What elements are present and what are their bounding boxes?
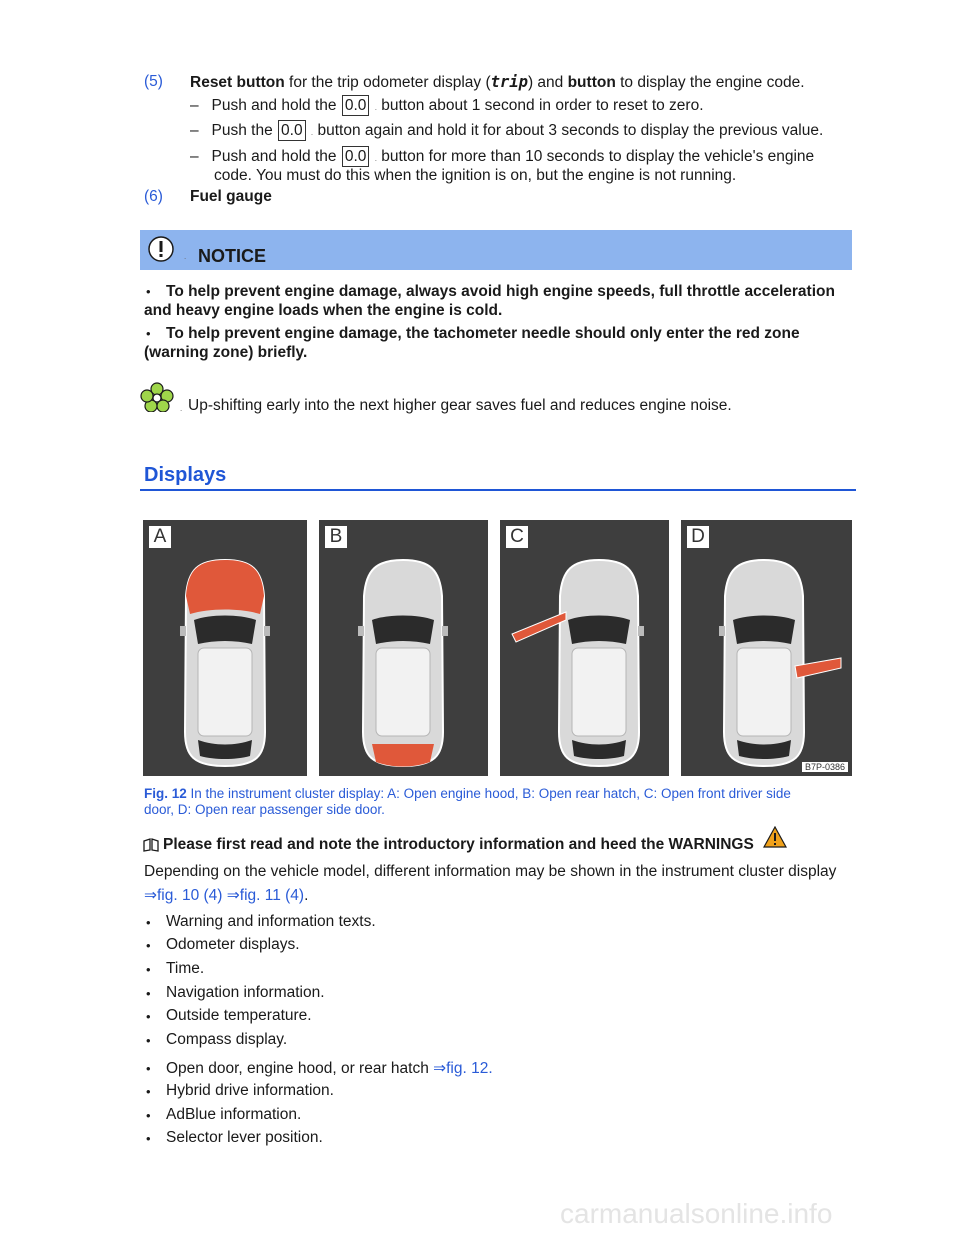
panel-b — [319, 520, 488, 776]
list-item: Odometer displays. — [166, 936, 300, 953]
bullet-icon: • — [146, 326, 151, 341]
panel-a — [143, 520, 307, 776]
exclamation-circle-icon — [146, 234, 176, 264]
item-6-title: Fuel gauge — [190, 188, 272, 205]
notice-bullet-2: To help prevent engine damage, the tachometer needle should only enter the red zone (warning zone) briefly. — [144, 325, 800, 361]
panel-label: A — [149, 526, 171, 548]
list-item: Open door, engine hood, or rear hatch ⇒fig. 12. — [166, 1060, 493, 1077]
panel-label: C — [506, 526, 528, 548]
reset-key: 0.0 — [278, 120, 306, 141]
list-item: Warning and information texts. — [166, 913, 376, 930]
list-item: Compass display. — [166, 1031, 288, 1048]
fig-12-link[interactable]: ⇒fig. 12. — [433, 1060, 493, 1077]
panel-d — [681, 520, 852, 776]
reset-key: 0.0 — [342, 146, 370, 167]
list-item: Time. — [166, 960, 205, 977]
body-line-2: ⇒fig. 10 (4) ⇒fig. 11 (4). — [144, 887, 309, 904]
body-line-1: Depending on the vehicle model, different information may be shown in the instrument cluster display — [144, 863, 837, 880]
bullet-icon: • — [146, 1108, 151, 1123]
book-icon — [143, 838, 159, 852]
bullet-icon: • — [146, 1033, 151, 1048]
car-top-view-icon — [554, 556, 644, 770]
panel-divider — [488, 520, 500, 776]
figure-code: B7P-0386 — [802, 762, 848, 772]
car-top-view-icon — [180, 556, 270, 770]
notice-title: NOTICE — [198, 246, 267, 266]
section-title: Displays — [144, 464, 227, 486]
intro-text: Please first read and note the introductory information and heed the WARNINGS — [163, 836, 754, 853]
bullet-icon: • — [146, 1131, 151, 1146]
fig-11-link[interactable]: ⇒fig. 11 (4) — [226, 887, 305, 904]
car-top-view-icon — [358, 556, 448, 770]
bullet-icon: • — [146, 986, 151, 1001]
bullet-icon: • — [146, 284, 151, 299]
item-5-text: Reset button for the trip odometer display (trip) and button to display the engine code. — [190, 73, 805, 91]
bullet-icon: • — [146, 915, 151, 930]
panel-divider — [307, 520, 319, 776]
notice-header: . NOTICE — [140, 230, 852, 270]
figure-caption: Fig. 12 In the instrument cluster display: A: Open engine hood, B: Open rear hatch, C: Open front driver side door, D: Open rear passenger side door. — [144, 786, 791, 817]
list-item: Outside temperature. — [166, 1007, 312, 1024]
reset-key: 0.0 — [342, 95, 370, 116]
panel-divider — [669, 520, 681, 776]
panel-c — [500, 520, 669, 776]
list-item: Navigation information. — [166, 984, 325, 1001]
flower-environment-icon — [140, 382, 174, 412]
item-6-number: (6) — [144, 188, 163, 205]
step-3: – Push and hold the 0.0 . button for more than 10 seconds to display the vehicle's engine — [190, 148, 815, 165]
open-door-icon — [508, 604, 568, 644]
fig-10-link[interactable]: ⇒fig. 10 (4) — [144, 887, 223, 904]
list-item: Selector lever position. — [166, 1129, 323, 1146]
section-rule — [140, 489, 856, 491]
step-3-continued: code. You must do this when the ignition is on, but the engine is not running. — [214, 167, 737, 184]
bullet-icon: • — [146, 962, 151, 977]
warning-triangle-icon — [763, 826, 787, 848]
panel-label: D — [687, 526, 709, 548]
open-door-icon — [793, 656, 843, 686]
panel-label: B — [325, 526, 347, 548]
list-item: Hybrid drive information. — [166, 1082, 334, 1099]
bullet-icon: • — [146, 1061, 151, 1076]
step-2: – Push the 0.0 . button again and hold it for about 3 seconds to display the previous value. — [190, 122, 824, 139]
item-5-number: (5) — [144, 73, 163, 90]
bullet-icon: • — [146, 938, 151, 953]
environment-note: Up-shifting early into the next higher gear saves fuel and reduces engine noise. — [188, 397, 732, 414]
bullet-icon: • — [146, 1084, 151, 1099]
bullet-icon: • — [146, 1009, 151, 1024]
step-1: – Push and hold the 0.0 . button about 1 second in order to reset to zero. — [190, 97, 704, 114]
notice-bullet-1: To help prevent engine damage, always avoid high engine speeds, full throttle acceleration and heavy engine loads when the engine is cold. — [144, 283, 835, 319]
list-item: AdBlue information. — [166, 1106, 302, 1123]
watermark: carmanualsonline.info — [560, 1198, 833, 1229]
